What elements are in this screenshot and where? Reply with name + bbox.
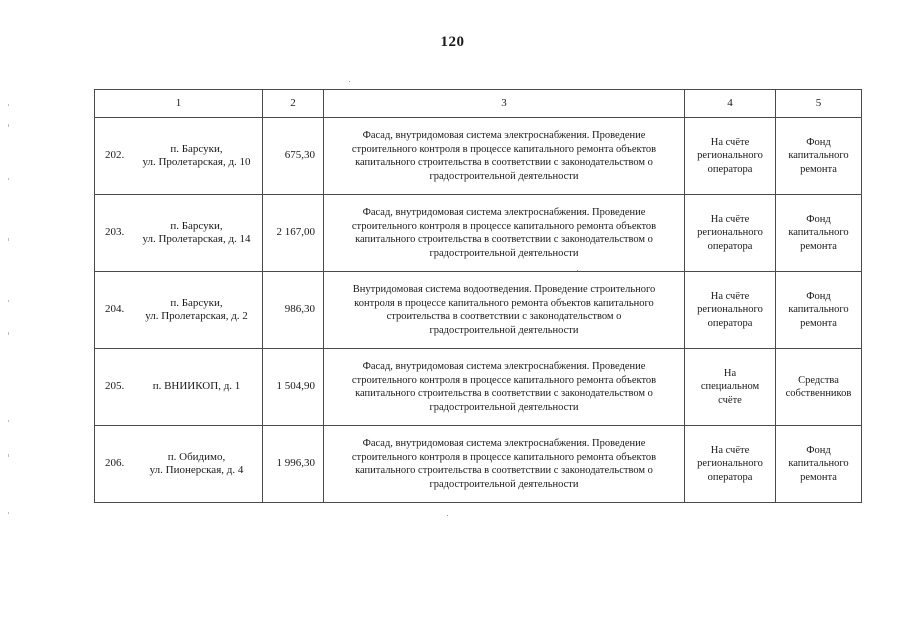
address-line: п. Барсуки,	[170, 219, 223, 232]
work-line: капитального строительства в соответствии с законодательством о	[355, 234, 653, 245]
works-table	[94, 89, 862, 503]
area-cell: 675,30	[263, 118, 324, 195]
address	[135, 297, 262, 324]
account-line: специальном	[700, 381, 760, 393]
address-line: ул. Пролетарская, д. 10	[142, 156, 251, 168]
source-line: Фонд	[806, 136, 831, 148]
table-row	[95, 272, 862, 349]
source-line: собственников	[785, 388, 852, 399]
work-line: капитального строительства в соответствии с законодательством о	[355, 157, 653, 168]
work-line: капитального строительства в соответствии с законодательством о	[355, 465, 653, 476]
account-line: оператора	[707, 240, 753, 252]
source-line: ремонта	[800, 317, 837, 329]
account-line: оператора	[707, 163, 753, 175]
work-line: строительного контроля в процессе капитального ремонта объектов	[351, 220, 657, 232]
account-cell	[685, 195, 776, 272]
table-row	[95, 195, 862, 272]
account-line: оператора	[707, 471, 753, 483]
work-line: строительного контроля в процессе капитального ремонта объектов	[351, 374, 657, 386]
address	[135, 220, 262, 247]
address	[135, 451, 262, 478]
work-line: градостроительной деятельности	[429, 247, 579, 259]
work-line: градостроительной деятельности	[429, 324, 579, 336]
work-line: Фасад, внутридомовая система электроснабжения. Проведение	[362, 207, 646, 218]
address-line: ул. Пионерская, д. 4	[149, 464, 244, 476]
scan-margin-mark	[8, 124, 9, 127]
scan-margin-mark	[8, 512, 9, 514]
header-cell: 5	[776, 90, 862, 118]
address-line: п. Барсуки,	[170, 296, 223, 309]
works-table-wrapper	[94, 89, 862, 503]
account-line: регионального	[697, 458, 763, 470]
account-cell	[685, 426, 776, 503]
address-cell	[95, 118, 263, 195]
address-cell	[95, 272, 263, 349]
work-line: Фасад, внутридомовая система электроснабжения. Проведение	[362, 361, 646, 372]
row-number: 204.	[105, 303, 125, 316]
funding-source-cell	[776, 349, 862, 426]
work-line: капитального строительства в соответствии с законодательством о	[355, 388, 653, 399]
table-row	[95, 349, 862, 426]
work-line: Фасад, внутридомовая система электроснабжения. Проведение	[362, 438, 646, 449]
work-line: градостроительной деятельности	[429, 478, 579, 490]
scan-margin-mark	[8, 300, 9, 302]
account-cell	[685, 118, 776, 195]
page-number: 120	[440, 34, 465, 50]
scan-margin-mark	[8, 420, 9, 422]
source-line: капитального	[788, 150, 849, 162]
area-cell: 1 504,90	[263, 349, 324, 426]
source-line: Фонд	[806, 290, 831, 302]
header-cell: 1	[95, 90, 263, 118]
funding-source-cell	[776, 426, 862, 503]
address-line: ул. Пролетарская, д. 2	[145, 310, 248, 322]
work-line: строительного контроля в процессе капитального ремонта объектов	[351, 143, 657, 155]
address-cell	[95, 195, 263, 272]
work-line: градостроительной деятельности	[429, 401, 579, 413]
account-line: регионального	[697, 227, 763, 239]
funding-source-cell	[776, 272, 862, 349]
account-line: регионального	[697, 150, 763, 162]
table-row	[95, 118, 862, 195]
work-description-cell	[324, 349, 685, 426]
address-line: п. ВНИИКОП, д. 1	[152, 380, 241, 393]
scan-speck	[447, 515, 448, 516]
scan-margin-mark	[8, 332, 9, 335]
source-line: капитального	[788, 304, 849, 316]
address	[135, 143, 262, 170]
scan-speck	[349, 81, 350, 82]
area-cell: 1 996,30	[263, 426, 324, 503]
scan-margin-mark	[8, 454, 9, 457]
work-line: Внутридомовая система водоотведения. Проведение строительного	[352, 284, 656, 295]
work-line: градостроительной деятельности	[429, 170, 579, 182]
source-line: Фонд	[806, 444, 831, 456]
row-number: 202.	[105, 149, 125, 162]
account-line: На	[723, 367, 737, 379]
address-line: ул. Пролетарская, д. 14	[142, 233, 251, 245]
scan-margin-mark	[8, 178, 9, 180]
row-number: 206.	[105, 457, 125, 470]
account-line: На счёте	[710, 444, 750, 456]
source-line: капитального	[788, 458, 849, 470]
work-description-cell	[324, 195, 685, 272]
work-description-cell	[324, 118, 685, 195]
address-line: п. Барсуки,	[170, 142, 223, 155]
work-description-cell	[324, 272, 685, 349]
account-cell	[685, 272, 776, 349]
account-line: На счёте	[710, 213, 750, 225]
source-line: ремонта	[800, 163, 837, 175]
source-line: Средства	[798, 374, 839, 386]
account-cell	[685, 349, 776, 426]
header-cell: 2	[263, 90, 324, 118]
table-row	[95, 426, 862, 503]
work-description-cell	[324, 426, 685, 503]
funding-source-cell	[776, 195, 862, 272]
scan-margin-mark	[8, 104, 9, 106]
row-number: 203.	[105, 226, 125, 239]
address-line: п. Обидимо,	[167, 450, 226, 463]
funding-source-cell	[776, 118, 862, 195]
header-cell: 4	[685, 90, 776, 118]
source-line: ремонта	[800, 240, 837, 252]
account-line: регионального	[697, 304, 763, 316]
header-cell: 3	[324, 90, 685, 118]
address-cell	[95, 349, 263, 426]
scan-margin-mark	[8, 238, 9, 241]
account-line: счёте	[718, 394, 742, 406]
work-line: Фасад, внутридомовая система электроснабжения. Проведение	[362, 130, 646, 141]
work-line: контроля в процессе капитального ремонта объектов капитального	[354, 297, 654, 309]
address	[135, 380, 262, 394]
work-line: строительства в соответствии с законодательством о	[386, 311, 622, 322]
address-cell	[95, 426, 263, 503]
source-line: ремонта	[800, 471, 837, 483]
account-line: На счёте	[710, 136, 750, 148]
area-cell: 2 167,00	[263, 195, 324, 272]
source-line: капитального	[788, 227, 849, 239]
table-header-row	[95, 90, 862, 118]
row-number: 205.	[105, 380, 125, 393]
area-cell: 986,30	[263, 272, 324, 349]
work-line: строительного контроля в процессе капитального ремонта объектов	[351, 451, 657, 463]
source-line: Фонд	[806, 213, 831, 225]
account-line: На счёте	[710, 290, 750, 302]
account-line: оператора	[707, 317, 753, 329]
